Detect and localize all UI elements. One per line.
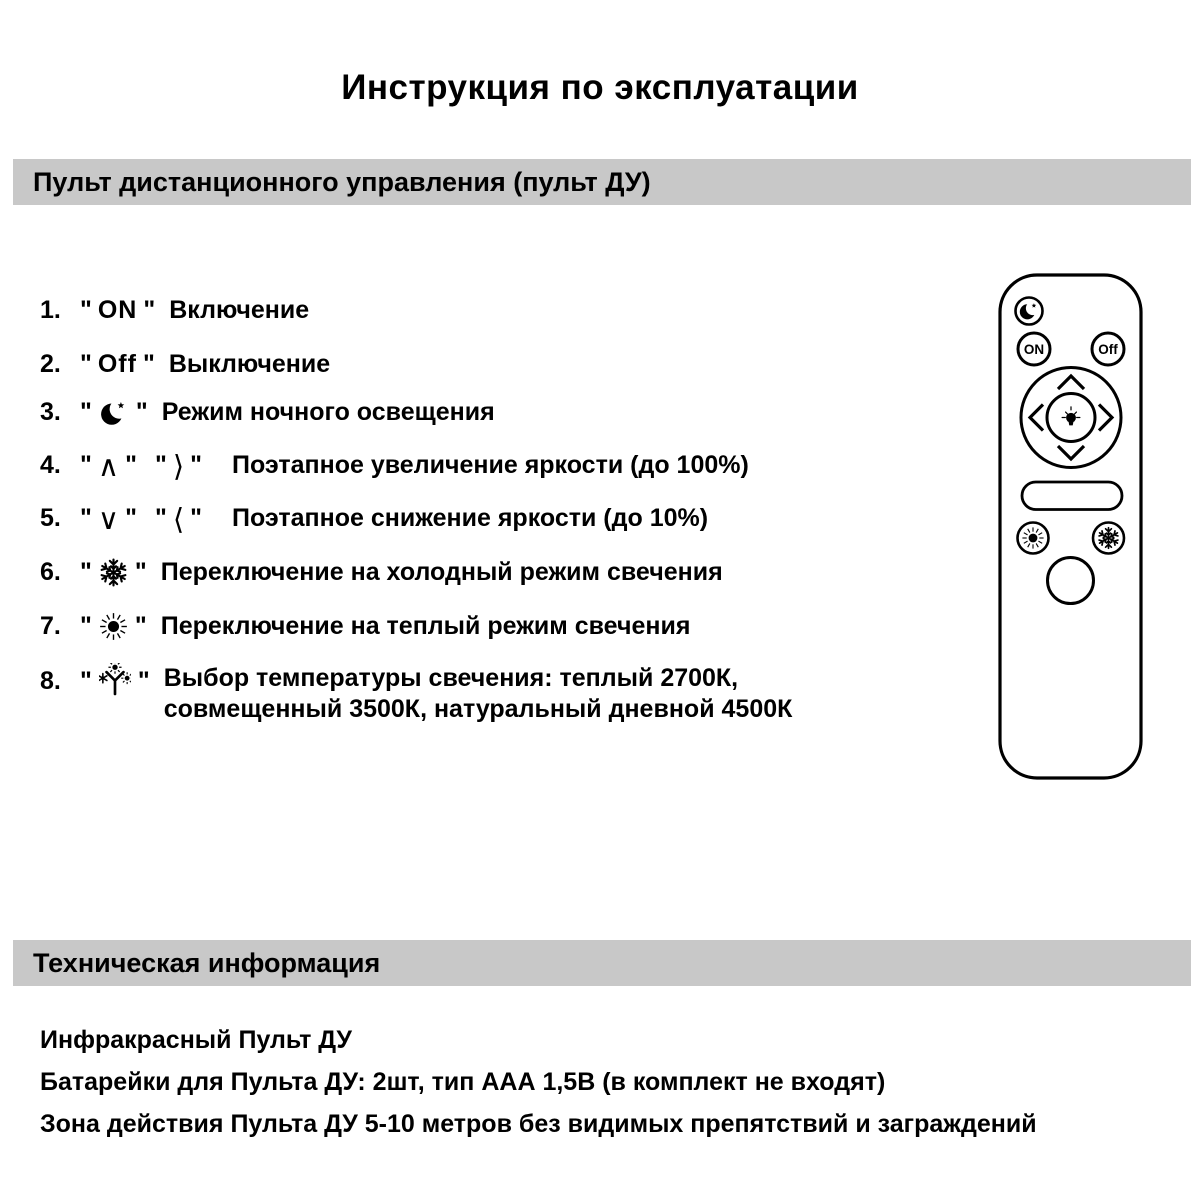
quote-mark: ": [135, 398, 148, 426]
moon-star-icon: [99, 398, 129, 428]
brightness-left-arrow-icon: [1030, 405, 1043, 431]
brightness-up-arrow-icon: [1058, 376, 1084, 389]
chevron-right-symbol: ⟩: [172, 449, 185, 483]
item-number: 4.: [40, 451, 61, 479]
quote-mark: ": [80, 504, 92, 532]
remote-illustration: [995, 270, 1147, 785]
preset-button: [1022, 482, 1122, 510]
item-text: Поэтапное увеличение яркости (до 100%): [232, 451, 749, 479]
quote-mark: ": [125, 504, 137, 532]
item-number: 6.: [40, 558, 61, 586]
quote-mark: ": [125, 451, 137, 479]
quote-mark: ": [80, 612, 92, 640]
quote-mark: ": [137, 667, 150, 695]
item-number: 8.: [40, 667, 61, 695]
cold-mode-button: [1093, 523, 1124, 554]
item-number: 3.: [40, 398, 61, 426]
quote-mark: ": [143, 296, 156, 324]
list-item-temperature-select: [40, 663, 792, 725]
quote-mark: ": [80, 558, 92, 586]
sun-icon: [99, 612, 128, 641]
quote-mark: ": [142, 350, 155, 378]
quote-mark: ": [154, 451, 167, 479]
off-symbol: Off: [97, 350, 137, 378]
section-header-remote-label: Пульт дистанционного управления (пульт ДУ): [33, 166, 651, 197]
quote-mark: ": [134, 612, 147, 640]
item-text: Переключение на теплый режим свечения: [160, 612, 691, 640]
off-button: [1092, 333, 1124, 365]
list-item-on: [40, 295, 309, 326]
quote-mark: ": [190, 451, 202, 479]
section-header-tech-label: Техническая информация: [33, 947, 381, 978]
tech-line: Зона действия Пульта ДУ 5-10 метров без видимых препятствий и заграждений: [40, 1110, 1037, 1138]
item-text-line-1: Выбор температуры свечения: теплый 2700К,: [163, 664, 739, 692]
temperature-select-icon: [99, 663, 131, 697]
quote-mark: ": [80, 296, 92, 324]
nav-pad: [1021, 368, 1121, 468]
quote-mark: ": [80, 350, 92, 378]
list-item-off: [40, 349, 330, 380]
on-symbol: ON: [97, 296, 138, 324]
chevron-down-symbol: ∨: [97, 502, 120, 536]
item-text: Режим ночного освещения: [161, 398, 495, 426]
quote-mark: ": [154, 504, 167, 532]
on-button: [1018, 333, 1050, 365]
round-button: [1048, 558, 1094, 604]
quote-mark: ": [134, 558, 147, 586]
section-header-remote: [13, 159, 1191, 205]
item-text: [164, 663, 793, 725]
sun-icon: [1022, 527, 1043, 548]
item-text: Включение: [169, 296, 310, 324]
night-mode-button: [1016, 298, 1043, 325]
off-button-label: Off: [1098, 342, 1118, 357]
tech-line: Батарейки для Пульта ДУ: 2шт, тип ААА 1,5В (в комплект не входят): [40, 1068, 886, 1096]
section-header-tech: [13, 940, 1191, 986]
quote-mark: ": [80, 667, 92, 695]
warm-mode-button: [1018, 523, 1049, 554]
item-text: Переключение на холодный режим свечения: [160, 558, 723, 586]
item-text: Выключение: [168, 350, 331, 378]
list-item-brightness-up: [40, 450, 749, 481]
list-item-warm-mode: [40, 611, 690, 642]
snowflake-icon: [99, 558, 128, 587]
quote-mark: ": [80, 451, 92, 479]
page-title: Инструкция по эксплуатации: [341, 68, 859, 107]
brightness-right-arrow-icon: [1099, 405, 1112, 431]
list-item-cold-mode: [40, 557, 723, 588]
list-item-brightness-down: [40, 503, 708, 534]
item-text: Поэтапное снижение яркости (до 10%): [232, 504, 709, 532]
quote-mark: ": [190, 504, 202, 532]
snowflake-icon: [1098, 528, 1119, 549]
list-item-night-mode: [40, 397, 495, 428]
moon-star-icon: [1020, 301, 1040, 319]
on-button-label: ON: [1023, 342, 1045, 357]
item-text-line-2: совмещенный 3500К, натуральный дневной 4500К: [163, 695, 793, 723]
chevron-left-symbol: ⟨: [172, 502, 185, 536]
chevron-up-symbol: ∧: [97, 449, 120, 483]
item-number: 7.: [40, 612, 61, 640]
light-bulb-icon: [1062, 407, 1080, 426]
quote-mark: ": [80, 398, 92, 426]
item-number: 5.: [40, 504, 61, 532]
item-number: 2.: [40, 350, 61, 378]
brightness-down-arrow-icon: [1058, 446, 1084, 459]
item-number: 1.: [40, 296, 61, 324]
tech-line: Инфракрасный Пульт ДУ: [40, 1026, 352, 1054]
